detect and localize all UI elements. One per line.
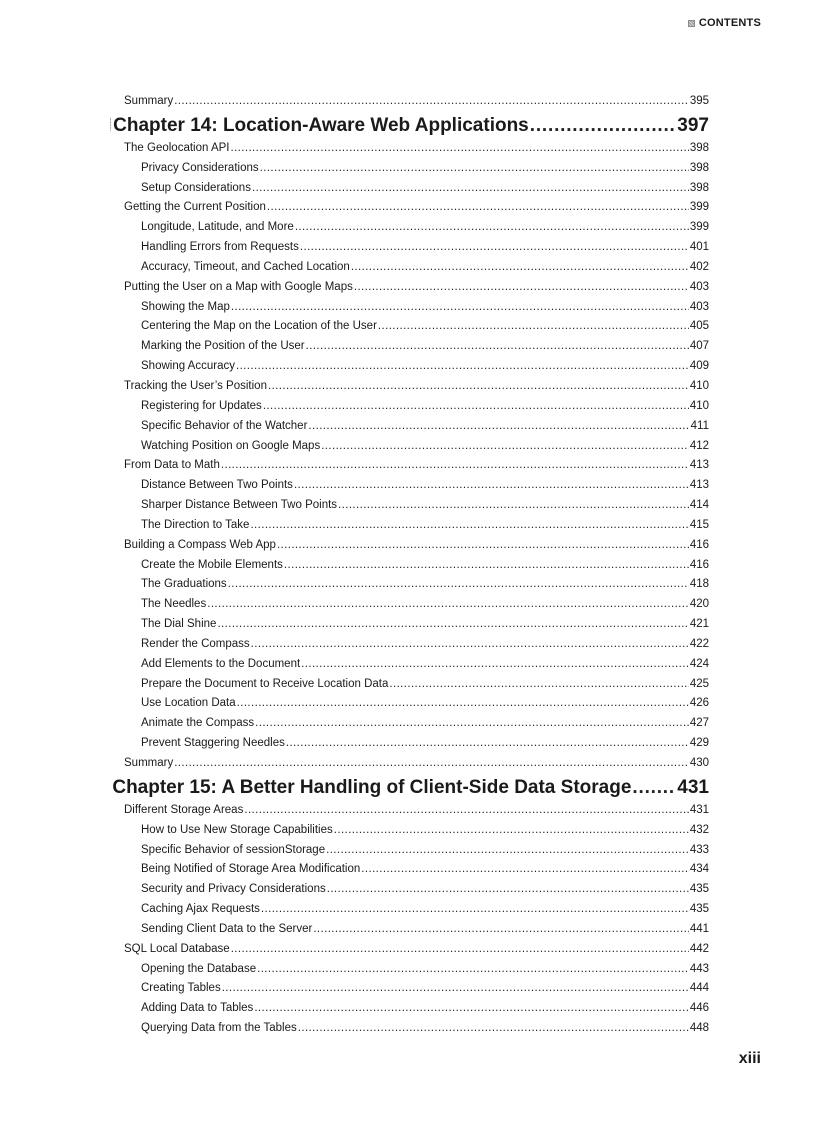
toc-entry-title: Animate the Compass bbox=[141, 717, 255, 730]
toc-entry bbox=[124, 714, 709, 734]
toc-entry-title: The Needles bbox=[141, 598, 207, 611]
toc-entry-title: Specific Behavior of the Watcher bbox=[141, 419, 308, 432]
toc-entry-page: 413 bbox=[689, 479, 709, 492]
dot-leader bbox=[252, 179, 689, 199]
toc-entry-page: 407 bbox=[689, 340, 709, 353]
dot-leader bbox=[230, 139, 688, 159]
toc-entry-title: Centering the Map on the Location of the User bbox=[141, 320, 377, 333]
toc-entry-page: 448 bbox=[689, 1022, 709, 1035]
toc-entry-page: 395 bbox=[689, 95, 709, 107]
toc-entry-page: 403 bbox=[689, 300, 709, 313]
toc-entry bbox=[124, 880, 709, 900]
toc-entry-title: Registering for Updates bbox=[141, 399, 262, 412]
toc-entry-title: Handling Errors from Requests bbox=[141, 241, 299, 254]
toc-entry-page: 399 bbox=[689, 201, 709, 214]
toc-entry-title: Chapter 14: Location-Aware Web Applications bbox=[113, 114, 529, 136]
toc-entry bbox=[124, 417, 709, 437]
toc-entry bbox=[124, 694, 709, 714]
chapter-heading bbox=[110, 774, 709, 801]
toc-entry-title: Add Elements to the Document bbox=[141, 657, 301, 670]
toc-entry-title: Sending Client Data to the Server bbox=[141, 922, 313, 935]
dot-leader bbox=[236, 357, 689, 377]
dot-leader bbox=[351, 258, 689, 278]
dot-leader bbox=[260, 159, 689, 179]
toc-entry bbox=[124, 556, 709, 576]
toc-entry-page: 411 bbox=[690, 419, 709, 432]
toc-entry-page: 435 bbox=[689, 883, 709, 896]
toc-entry-title: Putting the User on a Map with Google Maps bbox=[124, 280, 353, 293]
toc-entry bbox=[124, 999, 709, 1019]
toc-entry bbox=[124, 754, 709, 774]
toc-entry bbox=[124, 595, 709, 615]
toc-entry-title: Render the Compass bbox=[141, 637, 250, 650]
toc-entry bbox=[124, 920, 709, 940]
dot-leader bbox=[306, 337, 689, 357]
dot-leader bbox=[237, 694, 689, 714]
toc-entry bbox=[124, 357, 709, 377]
toc-entry-title: Adding Data to Tables bbox=[141, 1002, 254, 1015]
toc-entry-title: Getting the Current Position bbox=[124, 201, 266, 214]
toc-entry-title: Showing the Map bbox=[141, 300, 230, 313]
toc-entry-title: Create the Mobile Elements bbox=[141, 558, 283, 571]
dot-leader bbox=[378, 317, 689, 337]
dot-leader bbox=[261, 900, 689, 920]
toc-entry-page: 415 bbox=[689, 518, 709, 531]
toc-entry bbox=[124, 437, 709, 457]
dot-leader bbox=[250, 516, 688, 536]
toc-entry-title: SQL Local Database bbox=[124, 942, 230, 955]
dot-leader bbox=[255, 714, 689, 734]
toc-entry bbox=[124, 575, 709, 595]
toc-entry-title: Longitude, Latitude, and More bbox=[141, 221, 294, 234]
toc-entry-page: 431 bbox=[689, 803, 709, 816]
toc-entry-page: 442 bbox=[689, 942, 709, 955]
toc-entry bbox=[124, 960, 709, 980]
toc-entry bbox=[124, 397, 709, 417]
toc-entry bbox=[124, 979, 709, 999]
dot-leader bbox=[263, 397, 689, 417]
toc-entry-page: 441 bbox=[689, 922, 709, 935]
table-of-contents bbox=[112, 92, 709, 1039]
toc-entry-title: Marking the Position of the User bbox=[141, 340, 305, 353]
toc-entry-title: Specific Behavior of sessionStorage bbox=[141, 843, 326, 856]
toc-entry-title: How to Use New Storage Capabilities bbox=[141, 823, 333, 836]
dot-leader bbox=[231, 940, 689, 960]
toc-entry-page: 416 bbox=[689, 538, 709, 551]
toc-entry-title: Distance Between Two Points bbox=[141, 479, 293, 492]
toc-entry-page: 432 bbox=[689, 823, 709, 836]
toc-entry-page: 444 bbox=[689, 982, 709, 995]
toc-entry bbox=[124, 900, 709, 920]
dot-leader bbox=[295, 218, 689, 238]
dot-leader bbox=[284, 556, 689, 576]
dot-leader bbox=[389, 675, 688, 695]
toc-entry-title: The Dial Shine bbox=[141, 618, 217, 631]
toc-entry-title: Watching Position on Google Maps bbox=[141, 439, 321, 452]
dot-leader bbox=[222, 979, 689, 999]
dot-leader bbox=[244, 801, 688, 821]
toc-entry-page: 422 bbox=[689, 637, 709, 650]
dot-leader bbox=[301, 655, 689, 675]
toc-entry-title: Security and Privacy Considerations bbox=[141, 883, 326, 896]
dot-leader bbox=[334, 821, 689, 841]
toc-entry-page: 410 bbox=[689, 379, 709, 392]
toc-entry-page: 418 bbox=[689, 578, 709, 591]
toc-entry-page: 443 bbox=[689, 962, 709, 975]
dot-leader bbox=[326, 841, 689, 861]
dot-leader bbox=[286, 734, 689, 754]
toc-entry-page: 430 bbox=[689, 757, 709, 769]
toc-entry-page: 424 bbox=[689, 657, 709, 670]
dot-leader bbox=[217, 615, 688, 635]
toc-entry-page: 420 bbox=[689, 598, 709, 611]
toc-entry-title: Querying Data from the Tables bbox=[141, 1022, 297, 1035]
page-number: xiii bbox=[738, 1050, 761, 1067]
toc-entry-page: 402 bbox=[689, 260, 709, 273]
dot-leader bbox=[354, 278, 689, 298]
toc-entry bbox=[124, 655, 709, 675]
dot-leader bbox=[632, 774, 676, 801]
toc-entry-page: 398 bbox=[689, 161, 709, 174]
running-header bbox=[688, 17, 761, 29]
dot-leader bbox=[313, 920, 688, 940]
toc-entry bbox=[124, 456, 709, 476]
toc-entry-title: From Data to Math bbox=[124, 459, 220, 472]
toc-entry-page: 427 bbox=[689, 717, 709, 730]
toc-entry-title: Building a Compass Web App bbox=[124, 538, 276, 551]
toc-entry-page: 435 bbox=[689, 903, 709, 916]
toc-entry-title: Being Notified of Storage Area Modification bbox=[141, 863, 361, 876]
toc-entry-page: 416 bbox=[689, 558, 709, 571]
toc-entry bbox=[124, 1019, 709, 1039]
toc-entry-page: 398 bbox=[689, 181, 709, 194]
dot-leader bbox=[530, 112, 677, 139]
toc-entry bbox=[124, 298, 709, 318]
toc-entry-title: Sharper Distance Between Two Points bbox=[141, 499, 338, 512]
toc-entry-page: 410 bbox=[689, 399, 709, 412]
toc-entry-title: The Geolocation API bbox=[124, 141, 230, 154]
dot-leader bbox=[361, 860, 689, 880]
toc-entry bbox=[124, 377, 709, 397]
toc-entry-title: Summary bbox=[124, 95, 174, 107]
dot-leader bbox=[231, 298, 689, 318]
dot-leader bbox=[254, 999, 689, 1019]
toc-entry-page: 429 bbox=[689, 737, 709, 750]
toc-entry bbox=[124, 238, 709, 258]
toc-entry-page: 426 bbox=[689, 697, 709, 710]
dot-leader bbox=[321, 437, 689, 457]
toc-entry-page: 421 bbox=[689, 618, 709, 631]
toc-entry bbox=[124, 198, 709, 218]
toc-entry bbox=[124, 258, 709, 278]
toc-entry bbox=[124, 635, 709, 655]
dot-leader bbox=[298, 1019, 689, 1039]
toc-entry bbox=[124, 734, 709, 754]
toc-entry bbox=[124, 139, 709, 159]
toc-entry-title: Use Location Data bbox=[141, 697, 236, 710]
toc-entry bbox=[124, 516, 709, 536]
dot-leader bbox=[174, 754, 689, 774]
dot-leader bbox=[294, 476, 689, 496]
toc-entry-page: 413 bbox=[689, 459, 709, 472]
toc-entry bbox=[124, 841, 709, 861]
toc-entry-page: 409 bbox=[689, 360, 709, 373]
dot-leader bbox=[251, 635, 689, 655]
toc-entry-title: Summary bbox=[124, 757, 174, 769]
toc-entry-title: Caching Ajax Requests bbox=[141, 903, 260, 916]
toc-entry bbox=[124, 821, 709, 841]
dot-leader bbox=[228, 575, 689, 595]
toc-entry bbox=[124, 675, 709, 695]
toc-entry-title: The Graduations bbox=[141, 578, 227, 591]
toc-entry-title: Privacy Considerations bbox=[141, 161, 259, 174]
toc-entry-page: 399 bbox=[689, 221, 709, 234]
toc-entry-title: The Direction to Take bbox=[141, 518, 250, 531]
toc-entry bbox=[124, 278, 709, 298]
dot-leader bbox=[338, 496, 689, 516]
toc-entry-page: 403 bbox=[689, 280, 709, 293]
dot-leader bbox=[268, 377, 689, 397]
toc-entry-page: 398 bbox=[689, 141, 709, 154]
toc-entry bbox=[124, 92, 709, 112]
toc-entry-title: Creating Tables bbox=[141, 982, 221, 995]
toc-entry-page: 414 bbox=[689, 499, 709, 512]
dot-leader bbox=[267, 198, 689, 218]
toc-entry-title: Showing Accuracy bbox=[141, 360, 235, 373]
chapter-marker-icon bbox=[110, 117, 111, 131]
header-square-icon bbox=[688, 20, 695, 27]
toc-entry-page: 446 bbox=[689, 1002, 709, 1015]
toc-entry-title: Prepare the Document to Receive Location Data bbox=[141, 677, 389, 690]
toc-entry bbox=[124, 179, 709, 199]
dot-leader bbox=[257, 960, 689, 980]
toc-entry-page: 434 bbox=[689, 863, 709, 876]
toc-entry-title: Chapter 15: A Better Handling of Client-Side Data Storage bbox=[112, 776, 632, 798]
toc-entry-page: 425 bbox=[689, 677, 709, 690]
toc-entry bbox=[124, 337, 709, 357]
toc-entry-title: Opening the Database bbox=[141, 962, 257, 975]
toc-entry-title: Prevent Staggering Needles bbox=[141, 737, 285, 750]
toc-entry bbox=[124, 218, 709, 238]
header-label: CONTENTS bbox=[698, 17, 761, 29]
toc-entry bbox=[124, 940, 709, 960]
toc-entry-page: 412 bbox=[689, 439, 709, 452]
toc-entry bbox=[124, 615, 709, 635]
toc-entry bbox=[124, 801, 709, 821]
toc-entry bbox=[124, 496, 709, 516]
toc-entry-page: 405 bbox=[689, 320, 709, 333]
dot-leader bbox=[327, 880, 689, 900]
toc-entry bbox=[124, 860, 709, 880]
chapter-heading bbox=[110, 112, 709, 139]
toc-entry-title: Setup Considerations bbox=[141, 181, 251, 194]
toc-entry-page: 397 bbox=[677, 114, 709, 136]
toc-entry-page: 431 bbox=[677, 776, 709, 798]
dot-leader bbox=[308, 417, 689, 437]
dot-leader bbox=[277, 536, 689, 556]
dot-leader bbox=[207, 595, 689, 615]
toc-entry bbox=[124, 536, 709, 556]
toc-entry-title: Accuracy, Timeout, and Cached Location bbox=[141, 260, 350, 273]
toc-entry-title: Tracking the User’s Position bbox=[124, 379, 267, 392]
toc-entry bbox=[124, 159, 709, 179]
toc-entry bbox=[124, 476, 709, 496]
toc-entry bbox=[124, 317, 709, 337]
dot-leader bbox=[221, 456, 689, 476]
toc-entry-title: Different Storage Areas bbox=[124, 803, 244, 816]
dot-leader bbox=[300, 238, 689, 258]
toc-entry-page: 433 bbox=[689, 843, 709, 856]
dot-leader bbox=[174, 92, 689, 112]
toc-entry-page: 401 bbox=[689, 241, 709, 254]
